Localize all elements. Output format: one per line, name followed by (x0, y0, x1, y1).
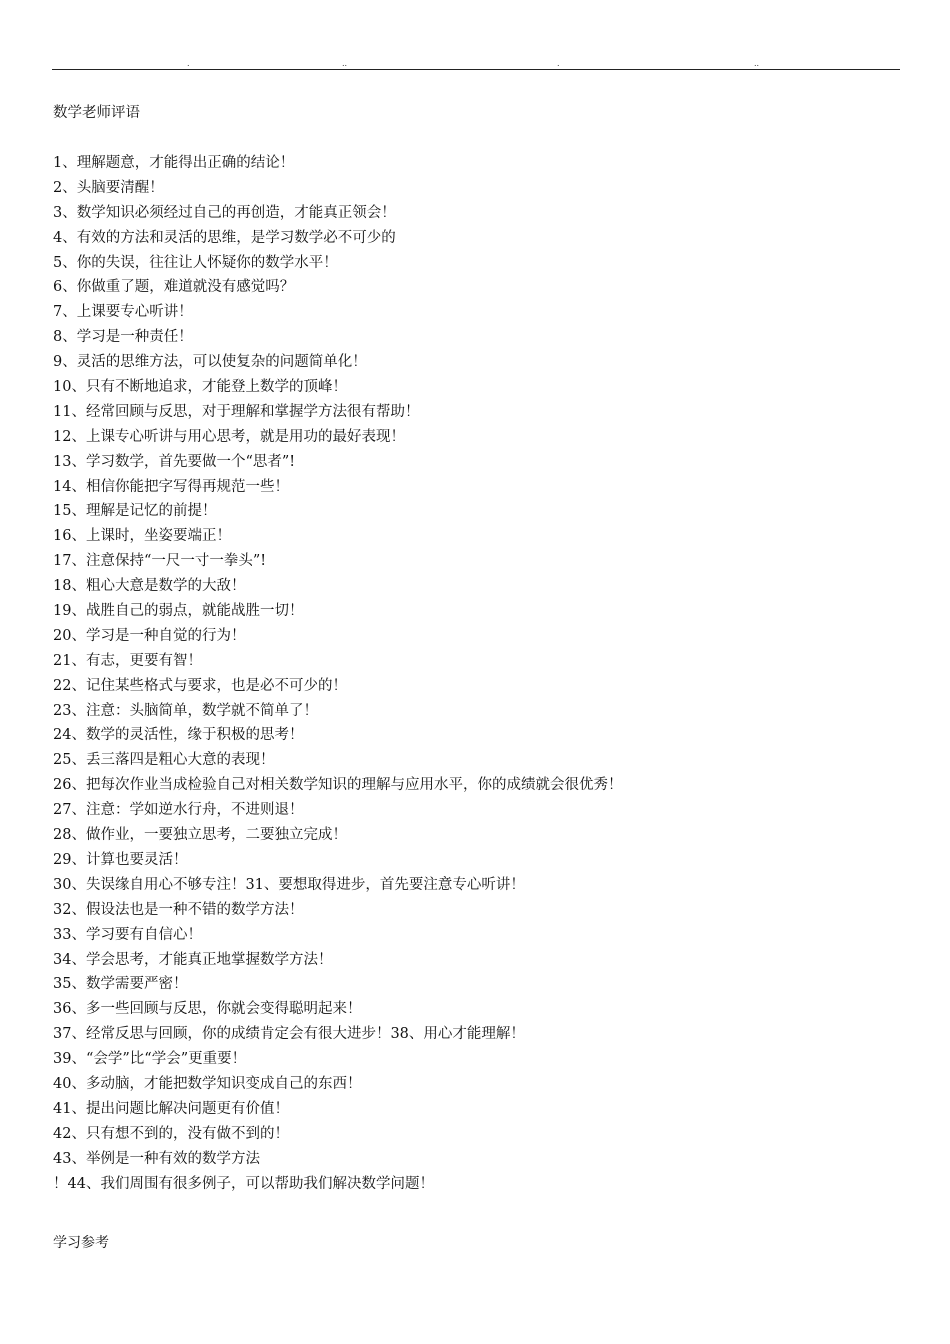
comment-item: 30、失误缘自用心不够专注！31、要想取得进步，首先要注意专心听讲！ (53, 876, 525, 893)
header-rule (52, 69, 900, 70)
comment-item: 24、数学的灵活性，缘于积极的思考！ (53, 727, 304, 744)
header-mark: . (187, 59, 190, 68)
comment-item: 26、把每次作业当成检验自己对相关数学知识的理解与应用水平，你的成绩就会很优秀！ (53, 777, 623, 794)
comment-item: 35、数学需要严密！ (53, 976, 188, 993)
comment-item: 6、你做重了题，难道就没有感觉吗？ (53, 279, 295, 296)
comment-item: 29、计算也要灵活！ (53, 851, 188, 868)
comment-item: 12、上课专心听讲与用心思考，就是用功的最好表现！ (53, 428, 405, 445)
comment-item: 10、只有不断地追求，才能登上数学的顶峰！ (53, 379, 347, 396)
comment-item: 8、学习是一种责任！ (53, 329, 193, 346)
comment-item: 15、理解是记忆的前提！ (53, 503, 217, 520)
comment-item: ！44、我们周围有很多例子，可以帮助我们解决数学问题！ (53, 1175, 434, 1192)
comment-item: 28、做作业，一要独立思考，二要独立完成！ (53, 827, 347, 844)
comment-item: 25、丢三落四是粗心大意的表现！ (53, 752, 275, 769)
comment-item: 5、你的失误，往往让人怀疑你的数学水平！ (53, 254, 338, 271)
comment-item: 43、举例是一种有效的数学方法 (53, 1150, 260, 1167)
header-mark: .. (342, 59, 348, 68)
comment-item: 39、“会学”比“学会”更重要！ (53, 1051, 247, 1068)
comment-item: 13、学习数学，首先要做一个“思者”! (53, 453, 296, 470)
comment-item: 37、经常反思与回顾，你的成绩肯定会有很大进步！38、用心才能理解！ (53, 1026, 525, 1043)
comment-item: 23、注意：头脑简单，数学就不简单了！ (53, 702, 318, 719)
comment-item: 20、学习是一种自觉的行为！ (53, 627, 246, 644)
comment-item: 17、注意保持“一尺一寸一拳头”! (53, 553, 267, 570)
comment-item: 27、注意：学如逆水行舟，不进则退！ (53, 802, 304, 819)
comment-item: 7、上课要专心听讲！ (53, 304, 193, 321)
comment-item: 22、记住某些格式与要求，也是必不可少的！ (53, 677, 347, 694)
comment-item: 1、理解题意，才能得出正确的结论！ (53, 155, 295, 171)
comment-item: 40、多动脑，才能把数学知识变成自己的东西！ (53, 1075, 362, 1092)
comment-item: 9、灵活的思维方法，可以使复杂的问题简单化！ (53, 354, 367, 371)
comment-item: 34、学会思考，才能真正地掌握数学方法！ (53, 951, 333, 968)
comment-item: 4、有效的方法和灵活的思维，是学习数学必不可少的 (53, 229, 396, 246)
comment-item: 16、上课时，坐姿要端正！ (53, 528, 231, 545)
comment-item: 11、经常回顾与反思，对于理解和掌握学方法很有帮助！ (53, 403, 420, 420)
comment-item: 19、战胜自己的弱点，就能战胜一切！ (53, 603, 304, 620)
comment-item: 21、有志，更要有智！ (53, 652, 202, 669)
comment-item: 3、数学知识必须经过自己的再创造，才能真正领会！ (53, 204, 396, 221)
header-mark: .. (754, 59, 760, 68)
comment-item: 42、只有想不到的，没有做不到的！ (53, 1125, 289, 1142)
comment-item: 2、头脑要清醒！ (53, 179, 164, 196)
comment-list (53, 151, 622, 1196)
comment-item: 41、提出问题比解决问题更有价值！ (53, 1100, 289, 1117)
header-mark: . (557, 59, 560, 68)
comment-item: 33、学习要有自信心！ (53, 926, 202, 943)
comment-item: 18、粗心大意是数学的大敌！ (53, 578, 246, 595)
page-footer: 学习参考 (53, 1235, 109, 1251)
comment-item: 36、多一些回顾与反思，你就会变得聪明起来！ (53, 1001, 362, 1018)
comment-item: 14、相信你能把字写得再规范一些！ (53, 478, 289, 495)
comment-item: 32、假设法也是一种不错的数学方法！ (53, 901, 304, 918)
document-title: 数学老师评语 (53, 105, 140, 121)
